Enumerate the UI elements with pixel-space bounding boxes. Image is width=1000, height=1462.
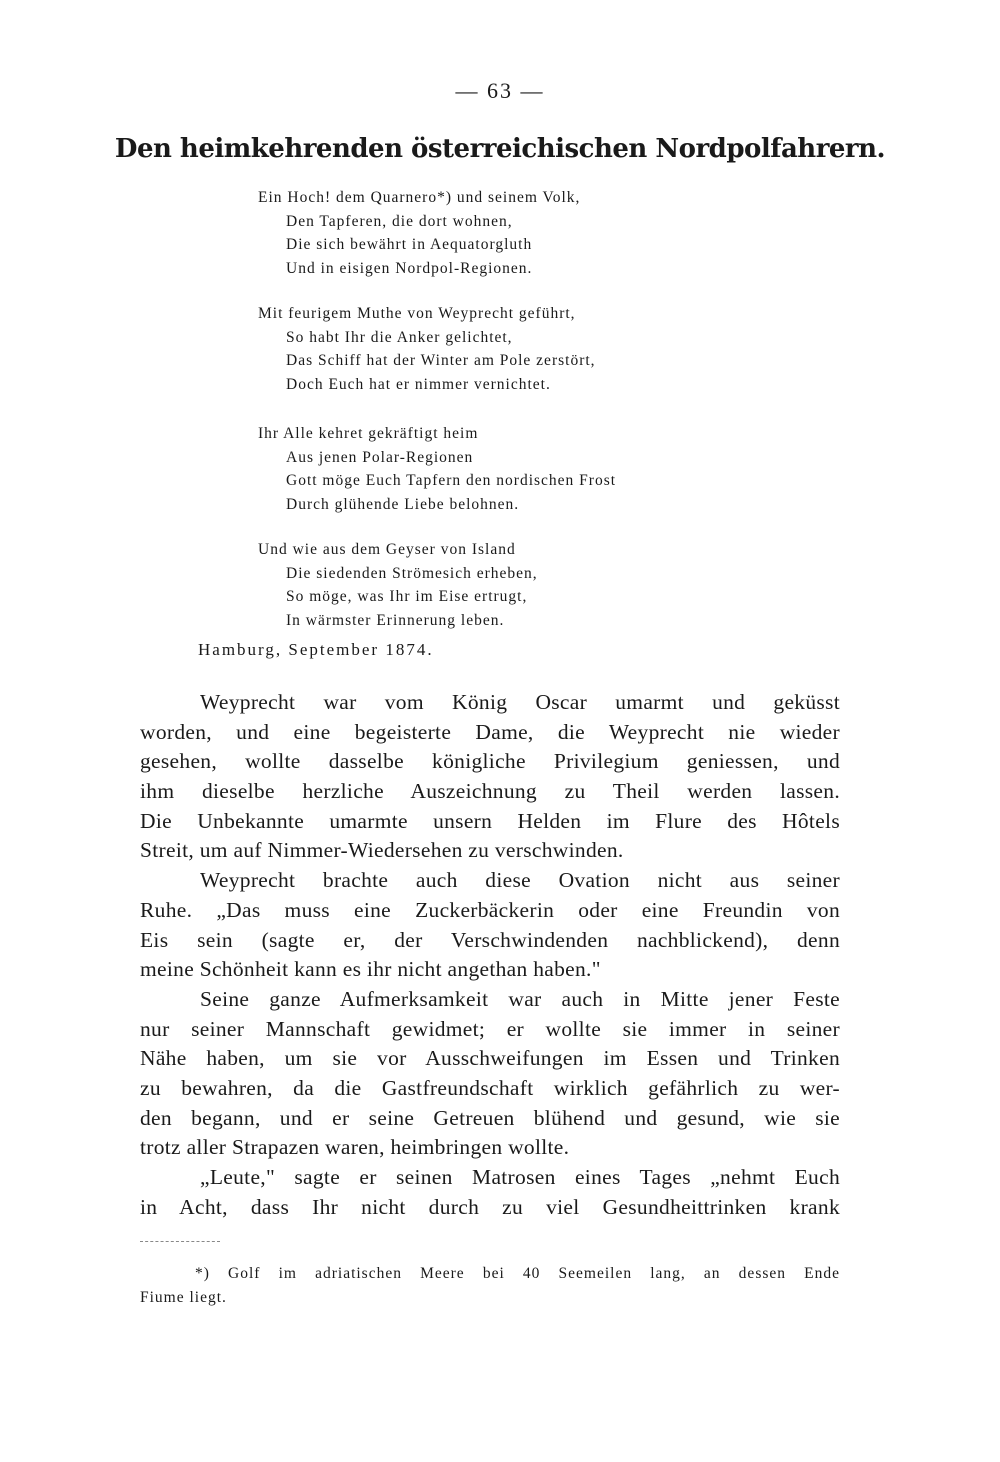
- poem-line: Gott möge Euch Tapfern den nordischen Frost: [286, 472, 617, 489]
- poem-line: Mit feurigem Muthe von Weyprecht geführt,: [258, 305, 576, 322]
- paragraph-line: zu bewahren, da die Gastfreundschaft wirklich gefährlich zu wer-: [140, 1075, 840, 1100]
- paragraph-line: worden, und eine begeisterte Dame, die Weyprecht nie wieder: [140, 719, 840, 744]
- footnote: [140, 1262, 840, 1310]
- poem-dateline: Hamburg, September 1874.: [198, 640, 434, 659]
- paragraph-line: Nähe haben, um sie vor Ausschweifungen im Essen und Trinken: [140, 1046, 840, 1071]
- paragraph-line: Weyprecht war vom König Oscar umarmt und geküsst: [200, 690, 840, 714]
- poem-line: Ihr Alle kehret gekräftigt heim: [258, 425, 479, 442]
- poem-line: In wärmster Erinnerung leben.: [286, 611, 505, 629]
- poem-line: Die sich bewährt in Aequatorgluth: [286, 236, 533, 253]
- poem-line: Und in eisigen Nordpol-Regionen.: [286, 259, 533, 277]
- paragraph-line: den begann, und er seine Getreuen blühend und gesund, wie sie: [140, 1105, 840, 1130]
- poem-stanza: [258, 538, 818, 632]
- poem-line: So möge, was Ihr im Eise ertrugt,: [286, 588, 528, 605]
- paragraph-line: Eis sein (sagte er, der Verschwindenden nachblickend), denn: [140, 927, 840, 952]
- body-text: [140, 688, 840, 1222]
- footnote-line: Fiume liegt.: [140, 1289, 227, 1306]
- poem-line: Doch Euch hat er nimmer vernichtet.: [286, 375, 551, 393]
- paragraph-line: Ruhe. „Das muss eine Zuckerbäckerin oder eine Freundin von: [140, 897, 840, 922]
- paragraph-line: Weyprecht brachte auch diese Ovation nicht aus seiner: [200, 868, 840, 893]
- page-number: — 63 —: [455, 78, 545, 103]
- poem-line: Den Tapferen, die dort wohnen,: [286, 212, 513, 230]
- footnote-line: *) Golf im adriatischen Meere bei 40 Seemeilen lang, an dessen Ende: [195, 1265, 840, 1282]
- poem-line: Durch glühende Liebe belohnen.: [286, 495, 520, 513]
- poem-stanza: [258, 302, 818, 396]
- paragraph-line: Seine ganze Aufmerksamkeit war auch in Mitte jener Feste: [200, 986, 840, 1011]
- poem-title: Den heimkehrenden österreichischen Nordpolfahrern.: [114, 134, 886, 164]
- paragraph-line: Die Unbekannte umarmte unsern Helden im Flure des Hôtels: [140, 808, 840, 833]
- paragraph-line: „Leute," sagte er seinen Matrosen eines Tages „nehmt Euch: [200, 1165, 840, 1189]
- poem-line: Aus jenen Polar-Regionen: [286, 448, 474, 466]
- poem-line: So habt Ihr die Anker gelichtet,: [286, 328, 513, 346]
- poem-line: Und wie aus dem Geyser von Island: [258, 541, 516, 558]
- poem-line: Das Schiff hat der Winter am Pole zerstört,: [286, 352, 596, 369]
- paragraph-line: meine Schönheit kann es ihr nicht angethan haben.": [140, 957, 601, 982]
- paragraph-line: in Acht, dass Ihr nicht durch zu viel Gesundheittrinken krank: [140, 1194, 840, 1219]
- poem-line: Ein Hoch! dem Quarnero*) und seinem Volk,: [258, 189, 581, 206]
- paragraph-line: Streit, um auf Nimmer-Wiedersehen zu verschwinden.: [140, 838, 624, 863]
- paragraph-line: trotz aller Strapazen waren, heimbringen wollte.: [140, 1135, 570, 1160]
- paragraph-line: nur seiner Mannschaft gewidmet; er wollte sie immer in seiner: [140, 1016, 840, 1041]
- footnote-divider: [140, 1241, 220, 1242]
- paragraph-line: ihm dieselbe herzliche Auszeichnung zu Theil werden lassen.: [140, 779, 840, 804]
- paragraph-line: gesehen, wollte dasselbe königliche Privilegium geniessen, und: [140, 749, 840, 774]
- poem-stanza: [258, 422, 818, 516]
- poem-line: Die siedenden Strömesich erheben,: [286, 564, 538, 582]
- poem-stanza: [258, 186, 818, 280]
